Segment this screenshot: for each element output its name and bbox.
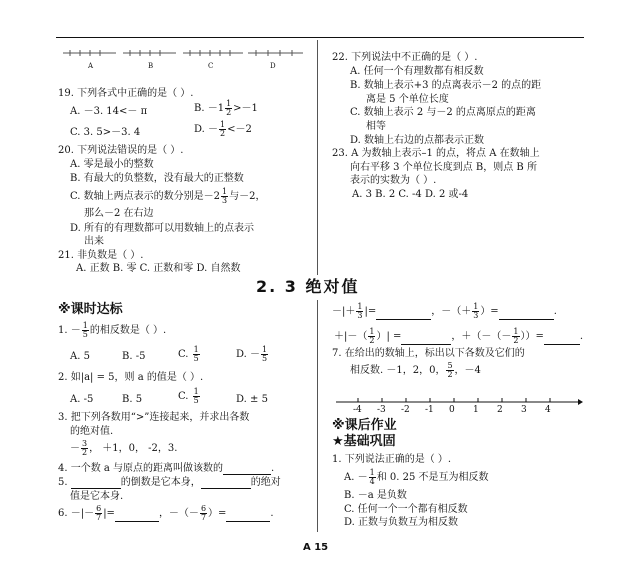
q21-options: A. 正数 B. 零 C. 正数和零 D. 自然数 [76,263,241,274]
section-title: 2. 3 绝对值 [256,277,360,296]
lb-q2: 2. 如|a| = 5，则 a 的值是（ ）. [58,372,204,383]
lb-q5-cont: 值是它本身. [70,491,124,502]
r1-answer-blank-2[interactable] [499,309,554,320]
lb-q2-option-a: A. -5 [70,394,94,405]
number-line-tick-label: -1 [425,405,434,415]
number-line-d [248,50,303,56]
q19-option-a: A. －3. 14<－ π [70,106,148,117]
q21-stem: 21. 非负数是（ ）. [58,250,144,261]
top-rule [56,37,584,38]
q20-option-a: A. 零是最小的整数 [70,159,154,170]
column-divider-top [317,40,318,275]
axis-label-c: C [208,62,214,70]
lb-q1-option-a: A. 5 [70,351,90,362]
lb-q2-option-b: B. 5 [122,394,143,405]
lb-q5: 5. 的倒数是它本身， 的绝对 [58,477,281,488]
hw-q1-option-a: A. － $\frac{1}{4}$ 和 0. 25 不是互为相反数 [344,468,489,486]
page-number: A 15 [303,542,329,553]
number-line-ticks [358,398,550,402]
number-line-tick-label: -4 [353,405,362,415]
q19-option-d: D. － $\frac{1}{2}$ <－2 [194,120,252,138]
q22-option-d: D. 数轴上右边的点都表示正数 [350,135,485,146]
q22-stem: 22. 下列说法中不正确的是（ ）. [332,52,478,63]
number-line-tick-label: 0 [449,405,455,415]
q5-answer-blank-1[interactable] [71,478,121,489]
q19-stem: 19. 下列各式中正确的是（ ）. [58,88,194,99]
q20-stem: 20. 下列说法错误的是（ ）. [58,145,184,156]
column-divider-bottom [317,300,318,532]
q22-option-c: C. 数轴上表示 2 与－2 的点离原点的距离 [350,107,536,118]
r1-answer-blank-1[interactable] [376,309,431,320]
lb-q6: 6. －|－ $\frac{6}{7}$ |= ，－（－ $\frac{6}{7}$ ）= . [58,504,274,522]
section-header-homework: ※课后作业 [332,418,397,433]
hw-q1-option-b: B. －a 是负数 [344,490,407,501]
hw-q1: 1. 下列说法正确的是（ ）. [332,454,452,465]
lb-q2-option-d: D. ± 5 [236,394,268,405]
lb-q3-cont: 的绝对值. [70,426,114,437]
r2-answer-blank-2[interactable] [544,334,580,345]
q20-option-b: B. 有最大的负整数，没有最大的正整数 [70,173,244,184]
number-line-tick-label: 4 [545,405,551,415]
q20-option-c: C. 数轴上两点表示的数分别是－2 $\frac{1}{3}$ 与－2， [70,187,266,205]
rb-q7: 7. 在给出的数轴上，标出以下各数及它们的 [332,348,525,359]
axis-label-b: B [148,62,154,70]
lb-q1-option-b: B. -5 [122,351,146,362]
hw-q1-option-d: D. 正数与负数互为相反数 [344,517,459,528]
rb-row1: －|＋ $\frac{1}{3}$ |= ，－（＋ $\frac{1}{3}$ ）= . [332,302,557,320]
number-line-tick-label: 1 [473,405,479,415]
q19-option-b: B. －1 $\frac{1}{2}$ >－1 [194,99,258,117]
q4-answer-blank[interactable] [223,464,271,475]
lb-q4: 4. 一个数 a 与原点的距离叫做该数的 . [58,463,275,474]
q23-stem: 23. A 为数轴上表示–1 的点，将点 A 在数轴上 [332,148,540,159]
section-header-basic: ★基础巩固 [332,434,396,449]
lb-q3-numbers: － $\frac{3}{2}$ ， ＋1，0， -2，3. [70,439,178,457]
lb-q2-option-c: C. $\frac{1}{5}$ [178,387,199,405]
lb-q1-option-c: C. $\frac{1}{5}$ [178,345,199,363]
number-line-tick-label: 3 [521,405,527,415]
number-line-tick-label: -3 [377,405,386,415]
q22-option-b-cont: 离是 5 个单位长度 [366,94,449,105]
q20-option-d: D. 所有的有理数都可以用数轴上的点表示 [70,223,255,234]
r2-answer-blank-1[interactable] [401,334,451,345]
lb-q3: 3. 把下列各数用“>”连接起来，并求出各数 [58,412,250,423]
number-line-tick-label: 2 [497,405,503,415]
lb-q1-option-d: D. － $\frac{1}{5}$ [236,345,268,363]
q6-answer-blank-1[interactable] [115,511,159,522]
q23-stem-3: 表示的实数为（ ）. [350,175,437,186]
rb-q7-cont: 相反数. －1，2，0， $\frac{5}{2}$ ，－4 [350,361,481,379]
hw-q1-option-c: C. 任何一个一个都有相反数 [344,504,468,515]
q6-answer-blank-2[interactable] [226,511,270,522]
q22-option-c-cont: 相等 [366,121,386,132]
section-header-class: ※课时达标 [58,302,123,317]
q5-answer-blank-2[interactable] [201,478,251,489]
lb-q1: 1. － $\frac{1}{5}$ 的相反数是（ ）. [58,321,167,339]
number-line-c [183,50,243,56]
axis-label-d: D [270,62,276,70]
number-line-b [123,50,176,56]
q23-options: A. 3 B. 2 C. -4 D. 2 或-4 [352,189,469,200]
q20-option-d-cont: 出来 [84,236,104,247]
rb-row2: ＋|－（ $\frac{1}{2}$ ）| = ，＋（－（－ $\frac{1}{2}$ ））= . [334,327,584,345]
number-line-a [63,50,116,56]
q22-option-b: B. 数轴上表示+3 的点离表示－2 的点的距 [350,80,542,91]
q19-option-c: C. 3. 5>－3. 4 [70,127,141,138]
axis-label-a: A [88,62,94,70]
q20-option-c-cont: 那么－2 在右边 [84,208,154,219]
number-line-arrow [578,399,583,405]
q23-stem-2: 向右平移 3 个单位长度到点 B，则点 B 所 [350,162,537,173]
q22-option-a: A. 任何一个有理数都有相反数 [350,66,484,77]
number-line-tick-label: -2 [401,405,410,415]
